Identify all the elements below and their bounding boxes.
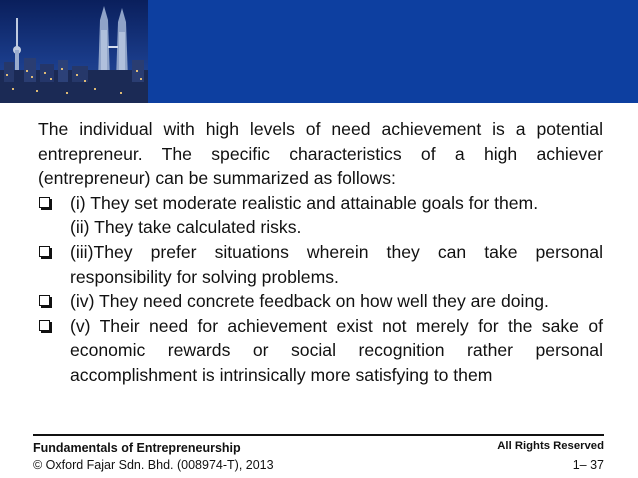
book-title: Fundamentals of Entrepreneurship: [33, 441, 241, 455]
list-item-text: (iii)They prefer situations wherein they can take personal responsibility for solving problems.: [70, 241, 603, 287]
checkbox-bullet-icon: [39, 197, 50, 208]
intro-paragraph: The individual with high levels of need achievement is a potential entrepreneur. The specific characteristics of a high achiever (entrepreneur) can be summarized as follows:: [38, 119, 603, 189]
list-item: [38, 191, 603, 240]
checkbox-bullet-icon: [39, 246, 50, 257]
page-number: 1– 37: [572, 458, 604, 472]
list-item: [38, 289, 603, 314]
checkbox-bullet-icon: [39, 295, 50, 306]
list-item: [38, 314, 603, 388]
list-item: [38, 240, 603, 289]
list-item-text: (i) They set moderate realistic and attainable goals for them.: [70, 192, 539, 213]
list-item-text: (iv) They need concrete feedback on how well they are doing.: [70, 291, 549, 312]
list-item-text: (v) Their need for achievement exist not merely for the sake of economic rewards or social recognition rather personal accomplishment is intrinsically more satisfying to them: [70, 315, 603, 385]
characteristics-list: [38, 191, 603, 388]
list-item-continuation: (ii) They take calculated risks.: [70, 217, 302, 238]
rights-notice: All Rights Reserved: [497, 440, 604, 452]
slide-body: [38, 117, 603, 388]
copyright-notice: © Oxford Fajar Sdn. Bhd. (008974-T), 2013: [33, 458, 274, 472]
checkbox-bullet-icon: [39, 320, 50, 331]
city-skyline-photo: [0, 0, 148, 103]
footer-divider: [33, 434, 604, 436]
